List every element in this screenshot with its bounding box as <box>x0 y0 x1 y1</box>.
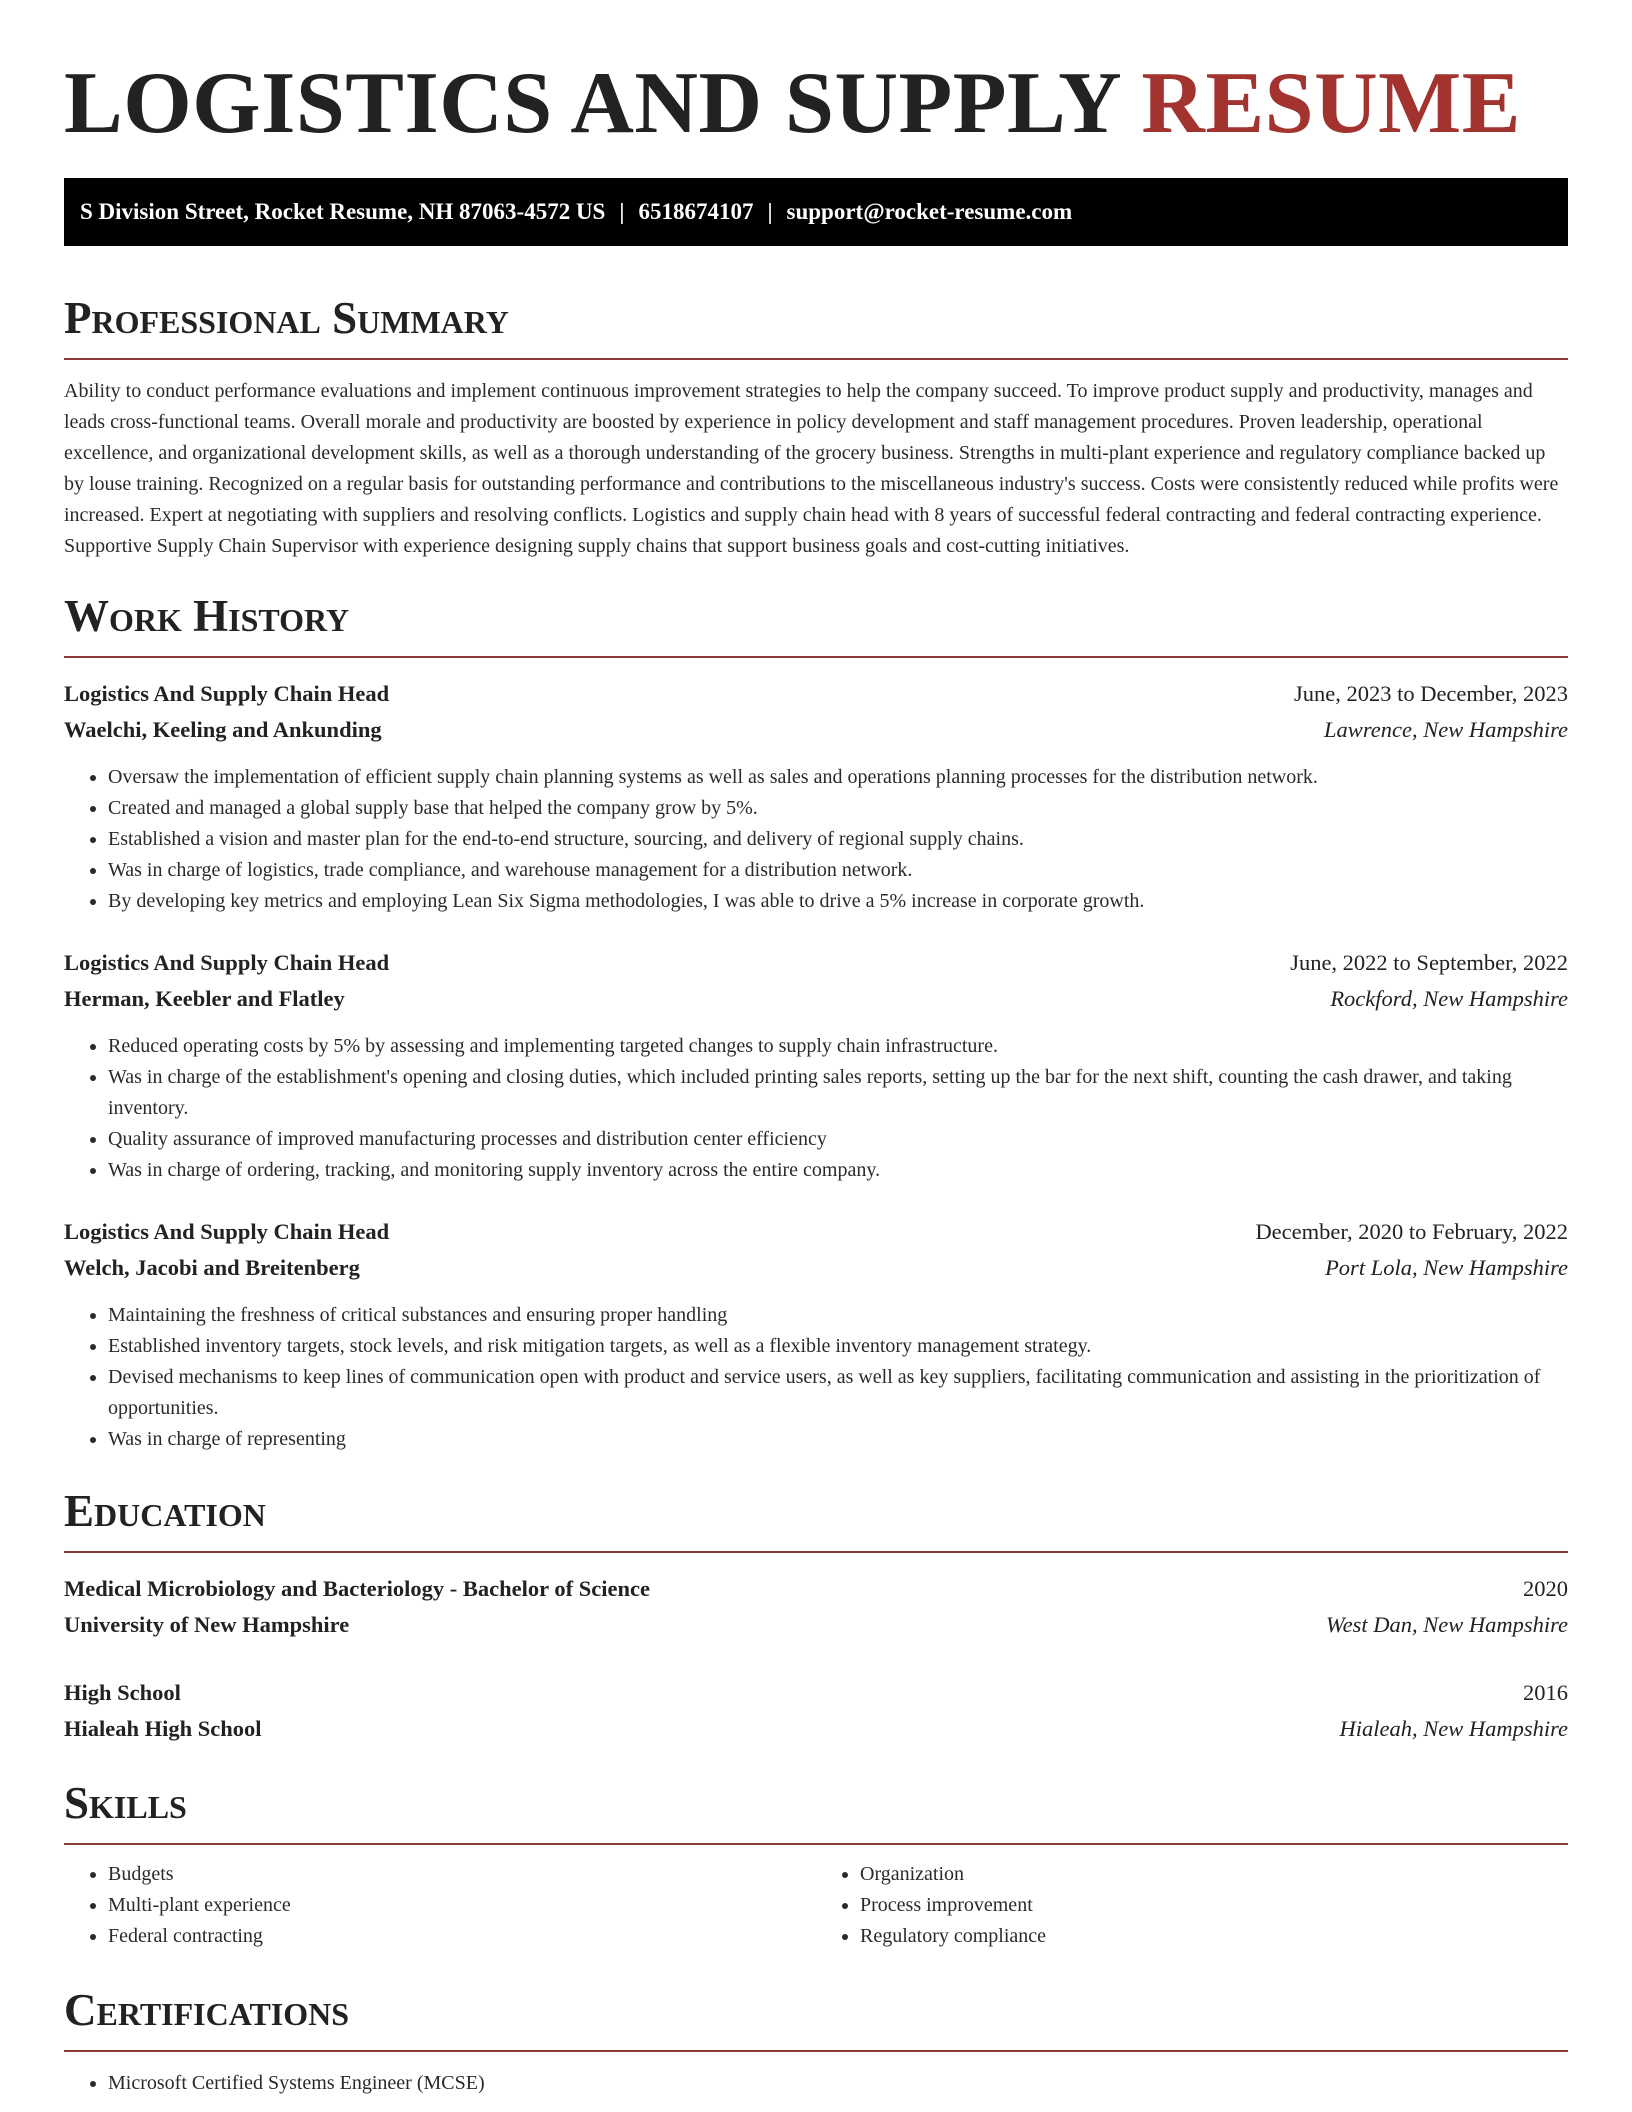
skills-section <box>64 1775 1568 1952</box>
list-item: • Process improvement <box>860 1890 1568 1921</box>
list-item: • Maintaining the freshness of critical substances and ensuring proper handling <box>108 1300 1568 1331</box>
certifications-section <box>64 1982 1568 2099</box>
education-year: 2020 <box>1523 1576 1568 1601</box>
list-item: • Established a vision and master plan for the end-to-end structure, sourcing, and delivery of regional supply chains. <box>108 824 1568 855</box>
list-item: • Was in charge of the establishment's opening and closing duties, which included printing sales reports, setting up the bar for the next shift, counting the cash drawer, and taking inventory. <box>108 1062 1568 1124</box>
list-item: • Federal contracting <box>108 1921 816 1952</box>
education-header-row <box>64 1571 1568 1607</box>
title-accent: RESUME <box>1141 55 1521 152</box>
contact-email: support@rocket-resume.com <box>786 199 1073 224</box>
job-company-row <box>64 1250 1568 1286</box>
job-location: Port Lola, New Hampshire <box>1325 1255 1568 1280</box>
job-location: Lawrence, New Hampshire <box>1324 717 1568 742</box>
job-company: Welch, Jacobi and Breitenberg <box>64 1255 360 1280</box>
contact-separator: | <box>767 199 773 224</box>
job-company-row <box>64 712 1568 748</box>
education-degree: High School <box>64 1680 181 1705</box>
skills-list-right <box>816 1859 1568 1952</box>
list-item: • Budgets <box>108 1859 816 1890</box>
contact-address: S Division Street, Rocket Resume, NH 87063-4572 US <box>80 199 606 224</box>
certifications-list <box>64 2068 1568 2099</box>
job-title: Logistics And Supply Chain Head <box>64 1219 390 1244</box>
list-item: • Established inventory targets, stock levels, and risk mitigation targets, as well as a flexible inventory management strategy. <box>108 1331 1568 1362</box>
job-header-row <box>64 676 1568 712</box>
job-dates: June, 2022 to September, 2022 <box>1290 950 1568 975</box>
education-location: Hialeah, New Hampshire <box>1339 1716 1568 1741</box>
section-heading-skills: Skills <box>64 1775 1568 1845</box>
job-entry <box>64 676 1568 917</box>
job-title: Logistics And Supply Chain Head <box>64 950 390 975</box>
list-item: • Oversaw the implementation of efficient supply chain planning systems as well as sales and operations planning processes for the distribution network. <box>108 762 1568 793</box>
summary-text: Ability to conduct performance evaluations and implement continuous improvement strategies to help the company succeed. To improve product supply and productivity, manages and leads cross-functional teams. Overall morale and productivity are boosted by experience in policy development and staff management procedures. Proven leadership, operational excellence, and organizational development skills, as well as a thorough understanding of the grocery business. Strengths in multi-plant experience and regulatory compliance backed up by louse training. Recognized on a regular basis for outstanding performance and contributions to the miscellaneous industry's success. Costs were consistently reduced while profits were increased. Expert at negotiating with suppliers and resolving conflicts. Logistics and supply chain head with 8 years of successful federal contracting and federal contracting experience. Supportive Supply Chain Supervisor with experience designing supply chains that support business goals and cost-cutting initiatives. <box>64 380 1559 557</box>
list-item: • Was in charge of ordering, tracking, and monitoring supply inventory across the entire company. <box>108 1155 1568 1186</box>
list-item: • Quality assurance of improved manufacturing processes and distribution center efficiency <box>108 1124 1568 1155</box>
education-section <box>64 1483 1568 1747</box>
title-main: LOGISTICS AND SUPPLY <box>64 55 1119 152</box>
education-year: 2016 <box>1523 1680 1568 1705</box>
list-item: • Organization <box>860 1859 1568 1890</box>
resume-title <box>64 48 1568 160</box>
list-item: • Reduced operating costs by 5% by assessing and implementing targeted changes to supply chain infrastructure. <box>108 1031 1568 1062</box>
job-entry <box>64 945 1568 1186</box>
job-dates: June, 2023 to December, 2023 <box>1293 681 1568 706</box>
education-entry <box>64 1571 1568 1643</box>
skills-list-left <box>64 1859 816 1952</box>
job-bullets <box>64 1300 1568 1455</box>
summary-section <box>64 290 1568 562</box>
job-location: Rockford, New Hampshire <box>1330 986 1568 1011</box>
job-header-row <box>64 1214 1568 1250</box>
job-bullets <box>64 1031 1568 1186</box>
job-title: Logistics And Supply Chain Head <box>64 681 390 706</box>
contact-bar <box>64 178 1568 246</box>
section-heading-summary: Professional Summary <box>64 290 1568 360</box>
job-company: Herman, Keebler and Flatley <box>64 986 345 1011</box>
education-entry <box>64 1675 1568 1747</box>
job-entry <box>64 1214 1568 1455</box>
list-item: • Created and managed a global supply base that helped the company grow by 5%. <box>108 793 1568 824</box>
section-heading-education: Education <box>64 1483 1568 1553</box>
skills-columns <box>64 1859 1568 1952</box>
work-history-section <box>64 588 1568 1455</box>
education-school: University of New Hampshire <box>64 1612 350 1637</box>
section-heading-work-history: Work History <box>64 588 1568 658</box>
list-item: • Devised mechanisms to keep lines of communication open with product and service users, as well as key suppliers, facilitating communication and assisting in the prioritization of opportunities. <box>108 1362 1568 1424</box>
education-school: Hialeah High School <box>64 1716 262 1741</box>
list-item: • Multi-plant experience <box>108 1890 816 1921</box>
contact-phone: 6518674107 <box>638 199 754 224</box>
job-company: Waelchi, Keeling and Ankunding <box>64 717 382 742</box>
list-item: • Microsoft Certified Systems Engineer (MCSE) <box>108 2068 1568 2099</box>
education-header-row <box>64 1675 1568 1711</box>
job-company-row <box>64 981 1568 1017</box>
list-item: • By developing key metrics and employing Lean Six Sigma methodologies, I was able to drive a 5% increase in corporate growth. <box>108 886 1568 917</box>
job-bullets <box>64 762 1568 917</box>
education-location: West Dan, New Hampshire <box>1325 1612 1568 1637</box>
job-header-row <box>64 945 1568 981</box>
contact-separator: | <box>619 199 625 224</box>
job-dates: December, 2020 to February, 2022 <box>1255 1219 1568 1244</box>
section-heading-certifications: Certifications <box>64 1982 1568 2052</box>
list-item: • Was in charge of representing <box>108 1424 1568 1455</box>
education-school-row <box>64 1711 1568 1747</box>
list-item: • Was in charge of logistics, trade compliance, and warehouse management for a distribution network. <box>108 855 1568 886</box>
education-degree: Medical Microbiology and Bacteriology - Bachelor of Science <box>64 1576 650 1601</box>
list-item: • Regulatory compliance <box>860 1921 1568 1952</box>
education-school-row <box>64 1607 1568 1643</box>
